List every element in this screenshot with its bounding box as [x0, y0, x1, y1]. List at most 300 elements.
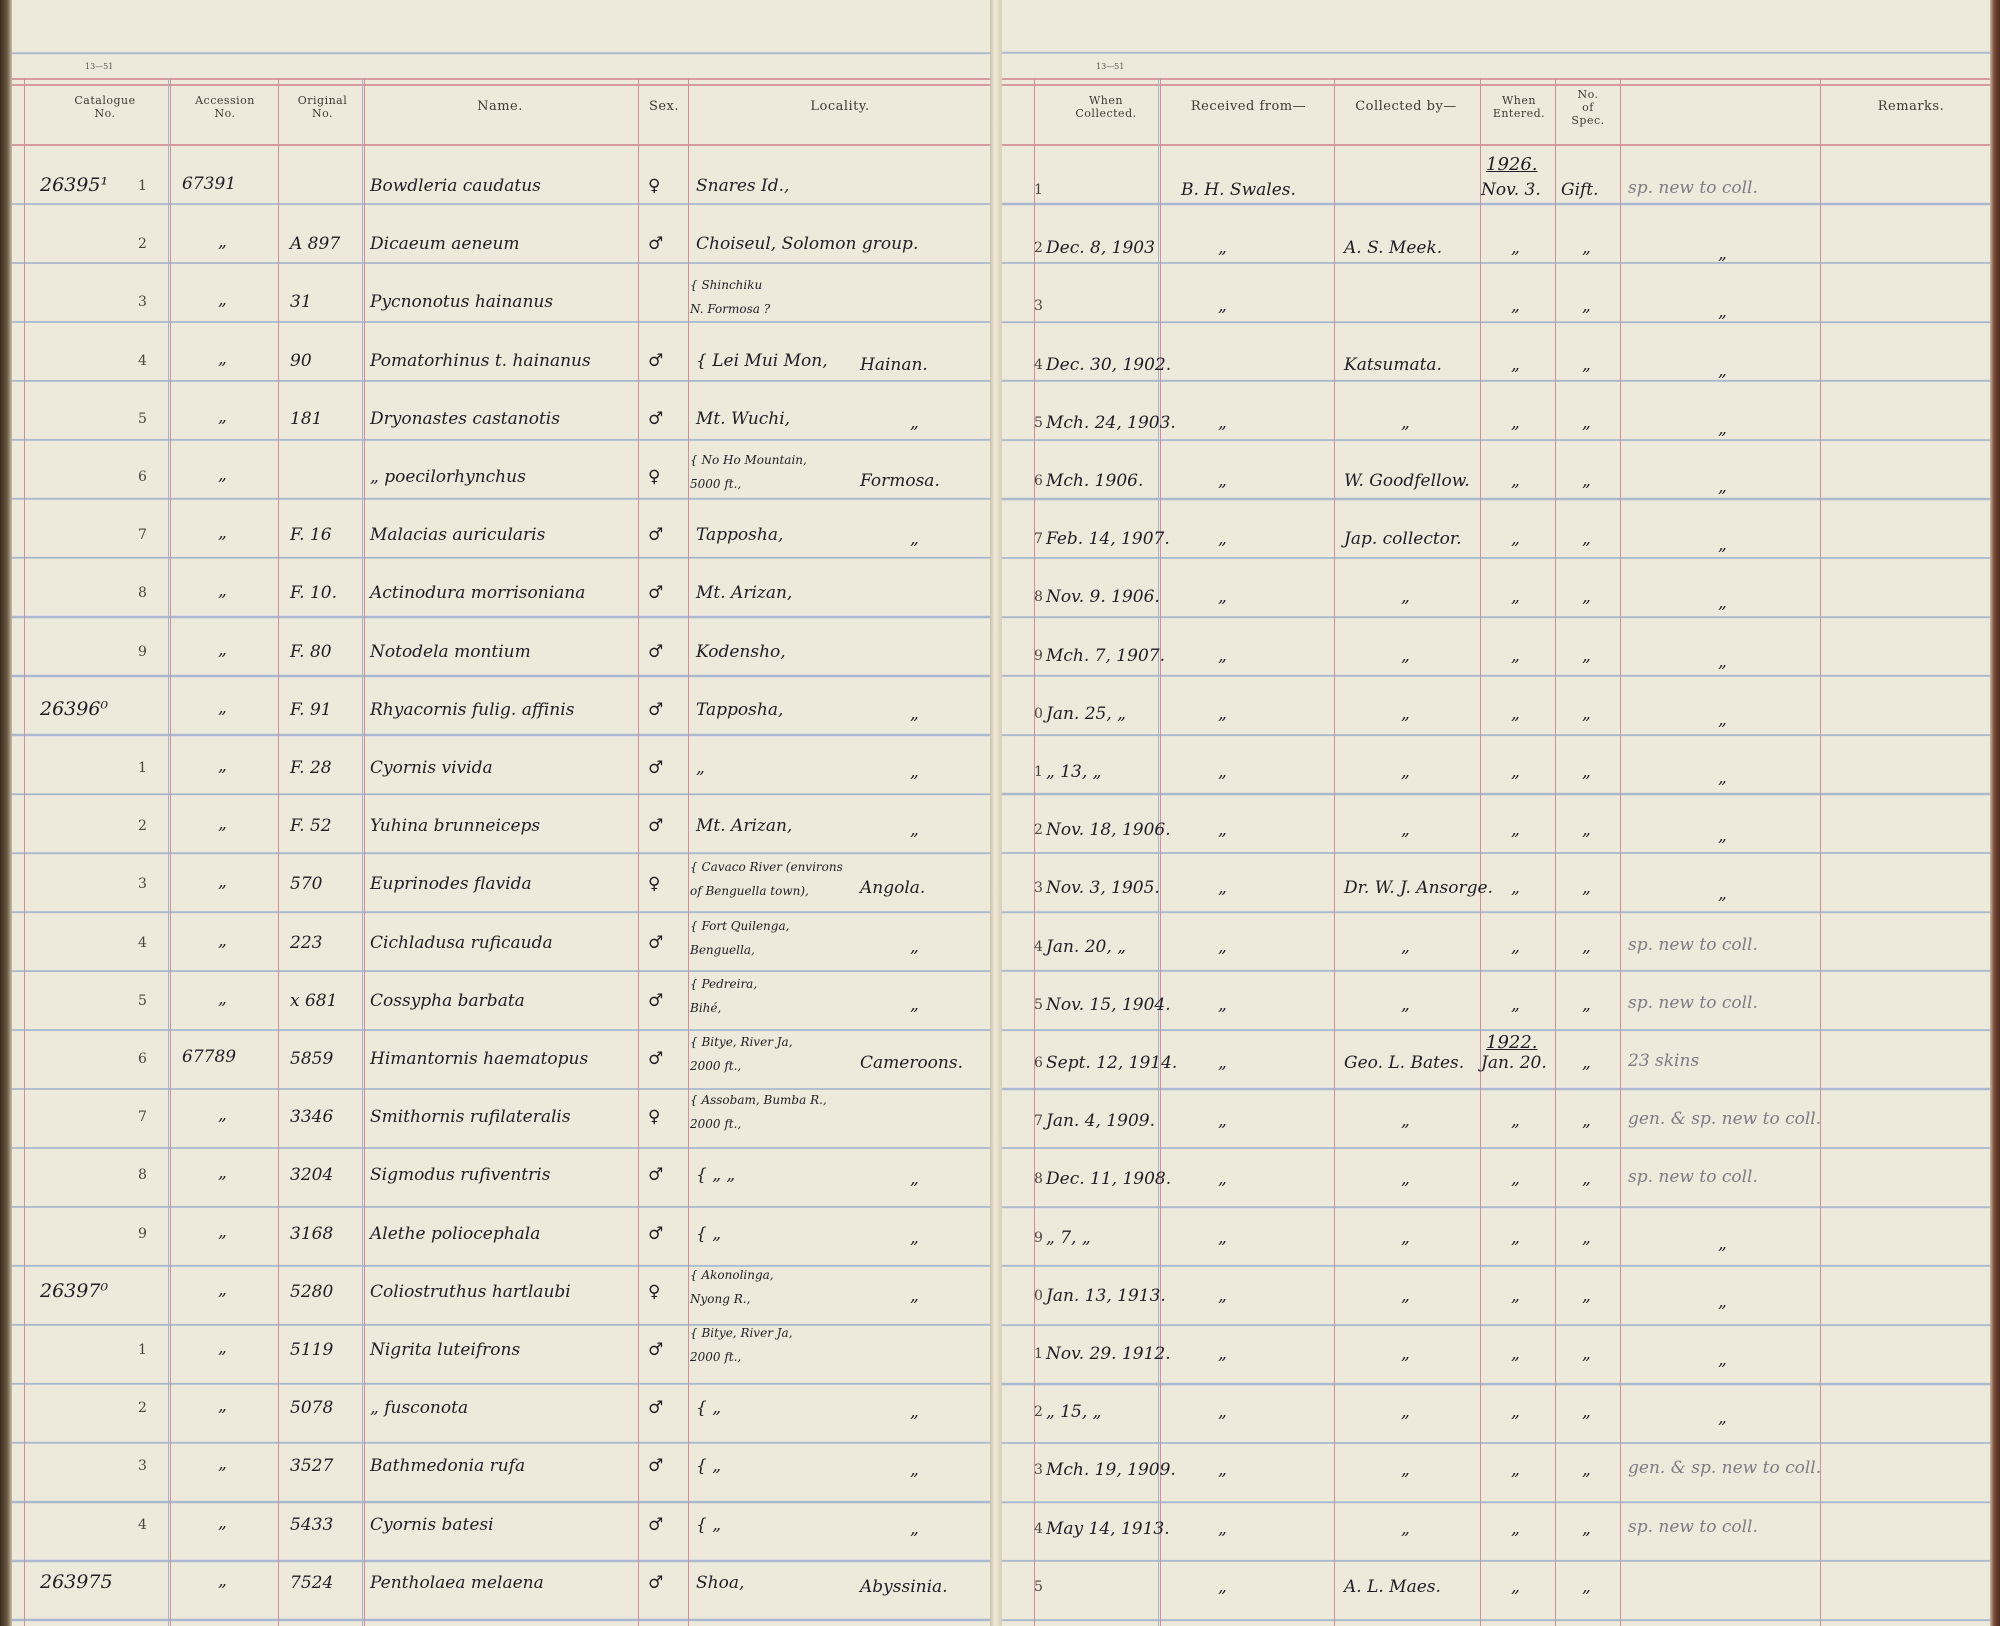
locality-country: „ — [910, 936, 919, 957]
received-from: „ — [1218, 1053, 1227, 1073]
original-no: F. 28 — [290, 758, 332, 778]
row-number: 3 — [1034, 298, 1043, 315]
header-collected-by: Collected by— — [1355, 99, 1457, 114]
collected-by: „ — [1401, 1344, 1410, 1364]
remarks: 23 skins — [1628, 1051, 1700, 1071]
when-collected: „ 13, „ — [1046, 762, 1102, 782]
remarks: „ — [1718, 709, 1727, 730]
when-entered: „ — [1511, 703, 1520, 724]
received-from: „ — [1218, 1518, 1227, 1539]
header-original-line1: Original — [297, 94, 348, 107]
specimen-name: Euprinodes flavida — [370, 874, 532, 895]
catalogue-no: 26397⁰ — [40, 1279, 109, 1302]
locality: { „ — [696, 1223, 722, 1244]
remarks: sp. new to coll. — [1628, 178, 1758, 198]
original-no: 5280 — [290, 1281, 334, 1302]
col-rule — [170, 78, 171, 1626]
locality: { „ — [696, 1456, 722, 1477]
when-collected: May 14, 1913. — [1046, 1518, 1170, 1539]
locality: Mt. Wuchi, — [696, 408, 791, 429]
accession-no: „ — [218, 1105, 227, 1126]
received-from: „ — [1218, 703, 1227, 724]
row-number: 8 — [138, 1167, 147, 1184]
locality-line: { Cavaco River (environs — [690, 860, 843, 875]
original-no: 90 — [290, 350, 312, 371]
sex-symbol: ♂ — [648, 699, 664, 720]
specimen-name: Smithornis rufilateralis — [370, 1107, 571, 1128]
header-catalogue — [60, 94, 150, 120]
no-of-spec: „ — [1582, 1402, 1591, 1423]
received-from: „ — [1218, 1285, 1227, 1306]
specimen-name: „ poecilorhynchus — [370, 467, 526, 487]
sex-symbol: ♂ — [648, 932, 664, 953]
received-from: „ — [1218, 1169, 1227, 1190]
catalogue-no: 263975 — [40, 1570, 113, 1593]
remarks: „ — [1718, 1408, 1727, 1429]
original-no: 3527 — [290, 1456, 334, 1477]
accession-no: „ — [218, 1221, 227, 1242]
specimen-name: Bathmedonia rufa — [370, 1456, 526, 1477]
when-entered: „ — [1511, 936, 1520, 957]
when-entered: „ — [1511, 762, 1520, 782]
catalogue-no: 26396⁰ — [40, 697, 109, 720]
row-number: 4 — [138, 934, 147, 951]
locality-country: „ — [910, 529, 919, 550]
no-of-spec: „ — [1582, 1518, 1591, 1539]
header-catalogue-line1: Catalogue — [74, 94, 136, 107]
row-number: 6 — [138, 1051, 147, 1067]
collected-by: „ — [1401, 936, 1410, 957]
when-entered: „ — [1511, 878, 1520, 899]
collected-by: „ — [1401, 1169, 1410, 1190]
sex-symbol: ♂ — [648, 990, 664, 1011]
when-entered: „ — [1511, 471, 1520, 491]
when-collected: Jan. 4, 1909. — [1046, 1111, 1155, 1132]
received-from: „ — [1218, 1227, 1227, 1248]
year-mark-1922: 1922. — [1486, 1032, 1538, 1053]
accession-no: „ — [218, 290, 227, 311]
original-no: 3204 — [290, 1165, 334, 1186]
catalogue-no: 26395¹ — [40, 174, 109, 196]
no-of-spec: „ — [1582, 587, 1591, 608]
sex-symbol: ♂ — [648, 1456, 664, 1477]
original-no: 5078 — [290, 1398, 334, 1419]
accession-no: 67789 — [182, 1047, 237, 1067]
locality-line: 5000 ft., — [690, 477, 742, 491]
year-mark-1926: 1926. — [1486, 154, 1538, 175]
row-number: 2 — [138, 236, 147, 253]
sex-symbol: ♀ — [648, 874, 661, 895]
sex-symbol: ♂ — [648, 583, 664, 604]
when-entered: „ — [1511, 1402, 1520, 1423]
specimen-name: Notodela montium — [370, 641, 531, 662]
when-collected: Sept. 12, 1914. — [1046, 1053, 1178, 1073]
row-number: 1 — [1034, 182, 1043, 198]
received-from: „ — [1218, 471, 1227, 491]
locality-line: { Bitye, River Ja, — [690, 1035, 793, 1049]
remarks: „ — [1718, 535, 1727, 556]
specimen-name: Cossypha barbata — [370, 990, 525, 1011]
locality-country: „ — [910, 1227, 919, 1248]
header-locality: Locality. — [810, 99, 870, 114]
locality: Shoa, — [696, 1572, 745, 1593]
accession-no: „ — [218, 1454, 227, 1475]
locality-line: 2000 ft., — [690, 1059, 742, 1073]
locality-line: { Fort Quilenga, — [690, 918, 790, 933]
row-number: 9 — [1034, 647, 1043, 664]
sex-symbol: ♂ — [648, 1223, 664, 1244]
row-number: 5 — [1034, 996, 1043, 1013]
when-entered: „ — [1511, 1518, 1520, 1539]
accession-no: „ — [218, 523, 227, 544]
left-page — [0, 0, 996, 1626]
specimen-name: Rhyacornis fulig. affinis — [370, 699, 575, 720]
sex-symbol: ♀ — [648, 467, 661, 487]
original-no: F. 52 — [290, 816, 332, 837]
header-when-entered — [1484, 94, 1554, 120]
row-number: 1 — [138, 760, 147, 776]
right-header-mark: 13—51 — [1096, 62, 1125, 71]
locality-line: 2000 ft., — [690, 1350, 742, 1364]
collected-by: Geo. L. Bates. — [1344, 1053, 1465, 1073]
collected-by: „ — [1401, 703, 1410, 724]
sex-symbol: ♂ — [648, 1514, 664, 1535]
received-from: „ — [1218, 296, 1227, 317]
collected-by: „ — [1401, 1460, 1410, 1481]
row-number: 2 — [1034, 822, 1043, 839]
received-from: „ — [1218, 936, 1227, 957]
when-collected: Dec. 30, 1902. — [1046, 354, 1172, 375]
row-number: 5 — [138, 410, 147, 427]
received-from: „ — [1218, 1460, 1227, 1481]
locality-line: Benguella, — [690, 942, 755, 957]
received-from: „ — [1218, 762, 1227, 782]
accession-no: „ — [218, 406, 227, 427]
when-collected: Feb. 14, 1907. — [1046, 529, 1170, 550]
collected-by: „ — [1401, 1227, 1410, 1248]
when-entered: Jan. 20. — [1481, 1053, 1547, 1073]
when-collected: Dec. 11, 1908. — [1046, 1169, 1172, 1190]
accession-no: „ — [218, 232, 227, 253]
col-rule — [364, 78, 365, 1626]
locality-country: „ — [910, 1460, 919, 1481]
accession-no: „ — [218, 1512, 227, 1533]
remarks: sp. new to coll. — [1628, 934, 1758, 955]
no-of-spec: „ — [1582, 471, 1591, 491]
col-rule-blue — [362, 78, 363, 1626]
when-collected: Mch. 7, 1907. — [1046, 645, 1165, 666]
when-collected: Jan. 20, „ — [1046, 936, 1126, 957]
locality-line: { Shinchiku — [690, 278, 763, 293]
when-collected: Jan. 13, 1913. — [1046, 1285, 1166, 1306]
specimen-name: Yuhina brunneiceps — [370, 816, 541, 837]
no-of-spec: „ — [1582, 936, 1591, 957]
sex-symbol: ♂ — [648, 641, 664, 662]
row-number: 9 — [138, 1225, 147, 1242]
locality: { „ „ — [696, 1165, 736, 1186]
when-entered: „ — [1511, 1460, 1520, 1481]
row-number: 7 — [1034, 531, 1043, 548]
header-when-entered-line2: Entered. — [1492, 107, 1546, 120]
collected-by: „ — [1401, 1402, 1410, 1423]
header-when-collected-line2: Collected. — [1075, 107, 1137, 120]
no-of-spec: „ — [1582, 1053, 1591, 1073]
no-of-spec: „ — [1582, 354, 1591, 375]
locality: Tapposha, — [696, 525, 784, 546]
col-rule — [1160, 78, 1161, 1626]
header-received-from: Received from— — [1190, 99, 1307, 114]
accession-no: 67391 — [182, 174, 237, 194]
when-collected: Dec. 8, 1903 — [1046, 238, 1155, 259]
remarks: „ — [1718, 884, 1727, 905]
collected-by: „ — [1401, 994, 1410, 1015]
remarks: sp. new to coll. — [1628, 1167, 1758, 1188]
row-number: 2 — [138, 1400, 147, 1417]
locality-country: „ — [910, 412, 919, 433]
header-accession-line2: No. — [214, 107, 236, 120]
row-number: 4 — [1034, 938, 1043, 955]
received-from: „ — [1218, 587, 1227, 608]
accession-no: „ — [218, 1338, 227, 1358]
original-no: 5433 — [290, 1514, 334, 1535]
col-rule — [688, 78, 689, 1626]
collected-by: „ — [1401, 587, 1410, 608]
no-of-spec: „ — [1582, 529, 1591, 550]
no-of-spec: „ — [1582, 238, 1591, 259]
locality-line: Bihé, — [690, 1000, 722, 1015]
locality-country: „ — [910, 820, 919, 841]
when-entered: „ — [1511, 1576, 1520, 1597]
specimen-name: Actinodura morrisoniana — [370, 583, 586, 604]
row-number: 5 — [138, 992, 147, 1009]
original-no: 3346 — [290, 1107, 334, 1128]
when-collected: Nov. 29. 1912. — [1046, 1344, 1171, 1364]
when-collected: „ 7, „ — [1046, 1227, 1091, 1248]
specimen-name: Dicaeum aeneum — [370, 234, 520, 255]
when-collected: Mch. 24, 1903. — [1046, 412, 1176, 433]
no-of-spec: „ — [1582, 1227, 1591, 1248]
book-edge-right — [1990, 0, 2000, 1626]
col-rule — [1480, 78, 1481, 1626]
right-header-top-rule-2 — [996, 84, 2000, 86]
sex-symbol: ♀ — [648, 1281, 661, 1302]
sex-symbol: ♂ — [648, 758, 664, 778]
received-from: „ — [1218, 1402, 1227, 1423]
row-number: 7 — [1034, 1113, 1043, 1130]
original-no: F. 80 — [290, 641, 332, 662]
book-spine — [990, 0, 1002, 1626]
no-of-spec: „ — [1582, 1169, 1591, 1190]
no-of-spec: „ — [1582, 1576, 1591, 1597]
when-collected: Nov. 15, 1904. — [1046, 994, 1171, 1015]
original-no: x 681 — [290, 990, 338, 1011]
received-from: „ — [1218, 878, 1227, 899]
right-header-top-rule — [996, 78, 2000, 80]
col-rule — [1620, 78, 1621, 1626]
locality-country: Abyssinia. — [860, 1576, 948, 1597]
collected-by: „ — [1401, 1518, 1410, 1539]
when-entered: „ — [1511, 1285, 1520, 1306]
received-from: „ — [1218, 412, 1227, 433]
when-entered: „ — [1511, 1227, 1520, 1248]
sex-symbol: ♂ — [648, 525, 664, 546]
row-number: 1 — [138, 1342, 147, 1358]
original-no: 7524 — [290, 1572, 334, 1593]
header-no-of-spec-line2: of — [1582, 101, 1594, 114]
specimen-name: Malacias auricularis — [370, 525, 546, 546]
row-number: 1 — [1034, 764, 1043, 780]
row-number: 2 — [1034, 240, 1043, 257]
accession-no: „ — [218, 814, 227, 835]
row-number: 7 — [138, 1109, 147, 1126]
locality-line: N. Formosa ? — [690, 302, 771, 317]
when-entered: „ — [1511, 1169, 1520, 1190]
locality-country: Hainan. — [860, 354, 928, 375]
locality-country: „ — [910, 762, 919, 782]
sex-symbol: ♂ — [648, 1572, 664, 1593]
locality: Tapposha, — [696, 699, 784, 720]
accession-no: „ — [218, 1279, 227, 1300]
locality-country: „ — [910, 1169, 919, 1190]
locality: { „ — [696, 1398, 722, 1419]
specimen-name: Pentholaea melaena — [370, 1572, 544, 1593]
sex-symbol: ♂ — [648, 1398, 664, 1419]
col-rule — [1334, 78, 1335, 1626]
remarks: „ — [1718, 593, 1727, 614]
header-remarks: Remarks. — [1877, 99, 1945, 114]
accession-no: „ — [218, 639, 227, 660]
specimen-name: Coliostruthus hartlaubi — [370, 1281, 571, 1302]
sex-symbol: ♂ — [648, 816, 664, 837]
row-number: 6 — [138, 469, 147, 485]
accession-no: „ — [218, 756, 227, 776]
locality-line: { No Ho Mountain, — [690, 453, 807, 467]
locality-country: „ — [910, 994, 919, 1015]
no-of-spec: „ — [1582, 878, 1591, 899]
collected-by: „ — [1401, 412, 1410, 433]
locality: „ — [696, 758, 705, 778]
no-of-spec: „ — [1582, 820, 1591, 841]
sex-symbol: ♂ — [648, 1340, 664, 1360]
specimen-name: Himantornis haematopus — [370, 1049, 589, 1069]
sex-symbol: ♂ — [648, 234, 664, 255]
row-number: 8 — [1034, 1171, 1043, 1188]
original-no: 31 — [290, 292, 312, 313]
left-margin-rule — [24, 78, 25, 1626]
specimen-name: „ fusconota — [370, 1398, 469, 1419]
remarks: gen. & sp. new to coll. — [1628, 1109, 1822, 1130]
row-number: 4 — [1034, 356, 1043, 373]
row-number: 4 — [138, 1516, 147, 1533]
no-of-spec: „ — [1582, 645, 1591, 666]
header-when-entered-line1: When — [1502, 94, 1536, 107]
accession-no: „ — [218, 697, 227, 718]
header-when-collected-line1: When — [1089, 94, 1123, 107]
header-original — [280, 94, 365, 120]
remarks: „ — [1718, 477, 1727, 497]
row-number: 1 — [1034, 1346, 1043, 1362]
when-entered: „ — [1511, 238, 1520, 259]
locality-line: of Benguella town), — [690, 884, 809, 899]
collected-by: Katsumata. — [1344, 354, 1442, 375]
header-accession-line1: Accession — [195, 94, 255, 107]
header-catalogue-line2: No. — [94, 107, 116, 120]
header-no-of-spec-line3: Spec. — [1571, 114, 1605, 127]
collected-by: Dr. W. J. Ansorge. — [1344, 878, 1493, 899]
locality-line: { Assobam, Bumba R., — [690, 1093, 827, 1108]
received-from: B. H. Swales. — [1181, 180, 1296, 200]
sex-symbol: ♀ — [648, 1107, 661, 1128]
remarks: „ — [1718, 360, 1727, 381]
specimen-name: Sigmodus rufiventris — [370, 1165, 551, 1186]
original-no: 223 — [290, 932, 323, 953]
locality-line: { Pedreira, — [690, 976, 758, 991]
no-of-spec: „ — [1582, 1285, 1591, 1306]
sex-symbol: ♀ — [648, 176, 661, 196]
locality-line: 2000 ft., — [690, 1117, 742, 1132]
received-from: „ — [1218, 1344, 1227, 1364]
row-number: 0 — [1034, 705, 1043, 722]
collected-by: „ — [1401, 762, 1410, 782]
when-collected: Mch. 1906. — [1046, 471, 1144, 491]
original-no: A 897 — [290, 234, 341, 255]
locality: Snares Id., — [696, 176, 790, 196]
locality-country: „ — [910, 1518, 919, 1539]
when-entered: „ — [1511, 820, 1520, 841]
when-entered: „ — [1511, 529, 1520, 550]
accession-no: „ — [218, 465, 227, 485]
remarks: gen. & sp. new to coll. — [1628, 1458, 1822, 1479]
no-of-spec: „ — [1582, 296, 1591, 317]
sex-symbol: ♂ — [648, 408, 664, 429]
row-number: 0 — [1034, 1287, 1043, 1304]
header-original-line2: No. — [311, 107, 334, 120]
row-number: 5 — [1034, 414, 1043, 431]
left-header-top-rule — [0, 78, 994, 80]
row-number: 2 — [1034, 1404, 1043, 1421]
remarks: „ — [1718, 1291, 1727, 1312]
row-number: 3 — [138, 1458, 147, 1475]
remarks: „ — [1718, 826, 1727, 847]
locality-line: { Bitye, River Ja, — [690, 1326, 793, 1340]
locality-line: Nyong R., — [690, 1291, 751, 1306]
left-header-top-rule-2 — [0, 84, 994, 86]
sex-symbol: ♂ — [648, 350, 664, 371]
remarks: sp. new to coll. — [1628, 1516, 1758, 1537]
sex-symbol: ♂ — [648, 1049, 664, 1069]
when-collected: Nov. 3, 1905. — [1046, 878, 1160, 899]
when-entered: „ — [1511, 587, 1520, 608]
right-page — [996, 0, 2000, 1626]
no-of-spec: „ — [1582, 703, 1591, 724]
row-number: 5 — [1034, 1578, 1043, 1595]
no-of-spec: „ — [1582, 762, 1591, 782]
specimen-name: Cichladusa ruficauda — [370, 932, 553, 953]
collected-by: „ — [1401, 820, 1410, 841]
when-entered: „ — [1511, 296, 1520, 317]
locality: { Lei Mui Mon, — [696, 350, 828, 371]
right-header-bottom-rule — [996, 144, 2000, 146]
accession-no: „ — [218, 930, 227, 951]
accession-no: „ — [218, 348, 227, 369]
specimen-name: Cyornis batesi — [370, 1514, 494, 1535]
sex-symbol: ♂ — [648, 1165, 664, 1186]
row-number: 3 — [1034, 880, 1043, 897]
remarks: „ — [1718, 651, 1727, 672]
remarks: „ — [1718, 1350, 1727, 1370]
no-of-spec: „ — [1582, 412, 1591, 433]
when-entered: „ — [1511, 1111, 1520, 1132]
